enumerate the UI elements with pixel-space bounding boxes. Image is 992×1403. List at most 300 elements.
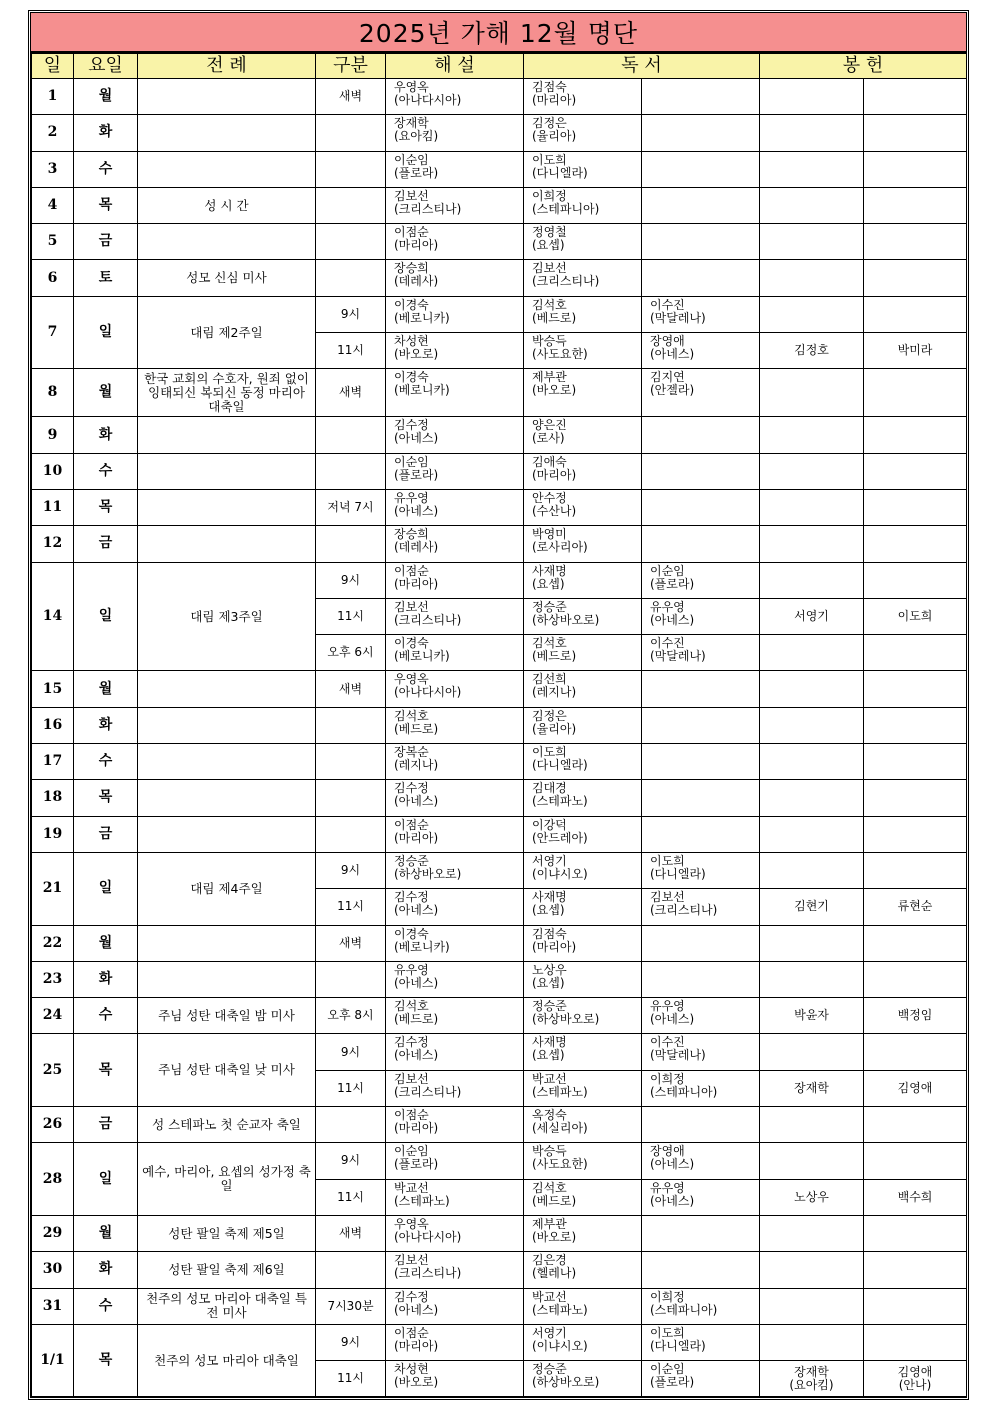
person-saint-name: (아네스) (394, 903, 439, 918)
liturgy-cell: 대림 제2주일 (138, 296, 316, 369)
offering-cell (760, 1252, 864, 1288)
person-saint-name: (아나다시아) (394, 93, 462, 107)
person-saint-name: (마리아) (394, 576, 439, 591)
person-name: 김점숙 (532, 80, 567, 94)
liturgy-cell (138, 489, 316, 525)
reader-cell (642, 417, 760, 453)
person-saint-name: (다니엘라) (532, 758, 588, 773)
offering-cell (864, 151, 967, 187)
person-saint-name: (베로니카) (394, 310, 450, 325)
table-row (32, 1252, 967, 1288)
reader-cell (642, 1143, 760, 1179)
table-row (32, 961, 967, 997)
offering-cell (864, 369, 967, 417)
person-name: 사재명 (532, 563, 567, 578)
person-saint-name: (아네스) (394, 503, 439, 518)
offering-cell (864, 925, 967, 961)
offering-cell: 이도희 (864, 598, 967, 634)
person-saint-name: (안젤라) (650, 383, 695, 398)
mass-time-cell (316, 187, 386, 223)
offering-cell (760, 1288, 864, 1324)
person-saint-name: (스테파노) (532, 1302, 588, 1317)
mass-time-cell: 11시 (316, 889, 386, 925)
reader-cell (642, 224, 760, 260)
offering-cell (760, 744, 864, 780)
mass-time-cell (316, 961, 386, 997)
page-title: 2025년 가해 12월 명단 (31, 13, 966, 53)
table-row (32, 79, 967, 115)
person-saint-name: (크리스티나) (650, 903, 718, 918)
person-saint-name: (막달레나) (650, 649, 706, 664)
offering-cell: 장재학 (760, 1070, 864, 1106)
commentator-cell (386, 635, 524, 671)
person-name: 이도희 (650, 853, 685, 868)
offering-cell (864, 417, 967, 453)
commentator-cell (386, 187, 524, 223)
liturgy-cell: 성탄 팔일 축제 제6일 (138, 1252, 316, 1288)
person-saint-name: (하상바오로) (532, 1375, 600, 1390)
mass-time-cell: 새벽 (316, 1215, 386, 1251)
weekday-cell: 월 (74, 671, 138, 707)
person-saint-name: (이냐시오) (532, 866, 588, 881)
weekday-cell: 일 (74, 1143, 138, 1216)
offering-cell (864, 1324, 967, 1360)
offering-cell: 서영기 (760, 598, 864, 634)
liturgy-cell: 성 스테파노 첫 순교자 축일 (138, 1107, 316, 1143)
offering-cell (864, 115, 967, 151)
day-cell: 1 (32, 79, 74, 115)
offering-cell: 백정임 (864, 998, 967, 1034)
person-saint-name: (스테파노) (394, 1193, 450, 1208)
person-name: 이순임 (650, 1362, 685, 1377)
person-name: 김석호 (532, 297, 567, 312)
table-row (32, 1215, 967, 1251)
person-name: 옥정숙 (532, 1108, 567, 1123)
liturgy-cell (138, 151, 316, 187)
table-row (32, 852, 967, 888)
schedule-sheet (28, 10, 969, 1400)
person-name: 김수정 (394, 1035, 429, 1050)
table-row (32, 151, 967, 187)
person-saint-name: (플로라) (394, 467, 439, 482)
mass-time-cell: 11시 (316, 333, 386, 369)
offering-cell: 김영애 (864, 1070, 967, 1106)
person-name: 박승득 (532, 334, 567, 349)
reader-cell (642, 1215, 760, 1251)
mass-time-cell (316, 260, 386, 296)
person-saint-name: (스테파노) (532, 1084, 588, 1099)
person-saint-name: (데레사) (394, 540, 439, 555)
person-saint-name: (요셉) (532, 238, 565, 253)
commentator-cell (386, 260, 524, 296)
person-saint-name: (마리아) (532, 939, 577, 954)
reader-cell (524, 598, 642, 634)
offering-cell (760, 79, 864, 115)
offering-cell: 김정호 (760, 333, 864, 369)
header-day: 일 (32, 54, 74, 79)
weekday-cell: 화 (74, 707, 138, 743)
reader-cell (642, 671, 760, 707)
person-name: 이희정 (650, 1071, 685, 1086)
person-saint-name: (데레사) (394, 274, 439, 289)
reader-cell (642, 1034, 760, 1070)
header-offering: 봉 헌 (760, 54, 967, 79)
liturgy-cell: 성 시 간 (138, 187, 316, 223)
offering-cell (864, 816, 967, 852)
person-name: 김수정 (394, 890, 429, 905)
reader-cell (524, 1361, 642, 1397)
person-saint-name: (다니엘라) (650, 1338, 706, 1353)
person-name: 장승희 (394, 261, 429, 276)
reader-cell (642, 1361, 760, 1397)
liturgy-cell (138, 453, 316, 489)
liturgy-cell: 성모 신심 미사 (138, 260, 316, 296)
table-row (32, 1288, 967, 1324)
person-name: 유우영 (650, 999, 685, 1014)
offering-cell: 류현순 (864, 889, 967, 925)
weekday-cell: 수 (74, 453, 138, 489)
person-saint-name: (헬레나) (532, 1266, 577, 1281)
reader-cell (524, 1324, 642, 1360)
person-saint-name: (플로라) (650, 1375, 695, 1390)
reader-cell (524, 1143, 642, 1179)
person-name: 이수진 (650, 636, 685, 651)
commentator-cell (386, 925, 524, 961)
reader-cell (642, 889, 760, 925)
reader-cell (642, 151, 760, 187)
table-row (32, 1143, 967, 1179)
reader-cell (524, 115, 642, 151)
person-saint-name: (하상바오로) (394, 866, 462, 881)
reader-cell (642, 1107, 760, 1143)
offering-cell (760, 961, 864, 997)
person-saint-name: (하상바오로) (532, 612, 600, 627)
commentator-cell (386, 1288, 524, 1324)
table-row (32, 744, 967, 780)
table-row (32, 780, 967, 816)
person-name: 김선희 (532, 672, 567, 687)
header-row (32, 54, 967, 79)
reader-cell (642, 925, 760, 961)
person-name: 김보선 (394, 1253, 429, 1268)
person-name: 서영기 (532, 853, 567, 868)
person-name: 이점순 (394, 817, 429, 832)
reader-cell (524, 1179, 642, 1215)
person-saint-name: (사도요한) (532, 1157, 588, 1172)
table-row (32, 998, 967, 1034)
liturgy-cell (138, 224, 316, 260)
person-name: 김석호 (394, 999, 429, 1014)
person-saint-name: (하상바오로) (532, 1012, 600, 1027)
offering-cell (864, 1107, 967, 1143)
offering-cell (760, 151, 864, 187)
liturgy-cell: 예수, 마리아, 요셉의 성가정 축일 (138, 1143, 316, 1216)
day-cell: 2 (32, 115, 74, 151)
offering-cell (760, 453, 864, 489)
person-name: 김수정 (394, 781, 429, 796)
offering-cell (760, 526, 864, 562)
reader-cell (642, 333, 760, 369)
offering-cell (864, 635, 967, 671)
person-saint-name: (마리아) (394, 1338, 439, 1353)
person-name: 김지연 (650, 370, 685, 385)
person-name: 노상우 (532, 962, 567, 977)
person-saint-name: (아네스) (394, 1048, 439, 1063)
offering-cell (760, 707, 864, 743)
table-row (32, 489, 967, 525)
commentator-cell (386, 889, 524, 925)
liturgy-cell (138, 115, 316, 151)
day-cell: 14 (32, 562, 74, 671)
reader-cell (524, 744, 642, 780)
mass-time-cell: 저녁 7시 (316, 489, 386, 525)
mass-time-cell: 새벽 (316, 79, 386, 115)
person-saint-name: (크리스티나) (394, 1266, 462, 1281)
table-row (32, 187, 967, 223)
mass-time-cell: 9시 (316, 1324, 386, 1360)
person-name: 이희정 (650, 1289, 685, 1304)
reader-cell (524, 961, 642, 997)
day-cell: 19 (32, 816, 74, 852)
person-name: 김보선 (394, 1071, 429, 1086)
person-saint-name: (바오로) (394, 347, 439, 362)
person-saint-name: (아네스) (394, 1302, 439, 1317)
reader-cell (642, 816, 760, 852)
person-name: 김보선 (650, 890, 685, 905)
person-saint-name: (바오로) (394, 1375, 439, 1390)
reader-cell (642, 998, 760, 1034)
person-saint-name: (플로라) (650, 576, 695, 591)
day-cell: 6 (32, 260, 74, 296)
person-name: 박교선 (532, 1071, 567, 1086)
table-row (32, 453, 967, 489)
weekday-cell: 월 (74, 79, 138, 115)
person-name: 정승준 (532, 1362, 567, 1377)
reader-cell (524, 1288, 642, 1324)
reader-cell (524, 296, 642, 332)
offering-cell (760, 671, 864, 707)
day-cell: 15 (32, 671, 74, 707)
person-name: 차성현 (394, 1362, 429, 1377)
commentator-cell (386, 671, 524, 707)
person-saint-name: (율리아) (532, 721, 577, 736)
offering-cell (760, 852, 864, 888)
person-name: 정승준 (532, 599, 567, 614)
offering-cell (760, 115, 864, 151)
person-name: 김석호 (532, 1180, 567, 1195)
liturgy-cell: 한국 교회의 수호자, 원죄 없이 잉태되신 복되신 동정 마리아 대축일 (138, 369, 316, 417)
reader-cell (642, 598, 760, 634)
reader-cell (642, 369, 760, 417)
person-saint-name: (막달레나) (650, 310, 706, 325)
person-name: 김수정 (394, 1289, 429, 1304)
reader-cell (524, 369, 642, 417)
offering-cell (864, 1288, 967, 1324)
commentator-cell (386, 1179, 524, 1215)
reader-cell (642, 296, 760, 332)
commentator-cell (386, 780, 524, 816)
offering-cell (864, 744, 967, 780)
mass-time-cell (316, 744, 386, 780)
offering-cell (760, 780, 864, 816)
liturgy-cell: 주님 성탄 대축일 낮 미사 (138, 1034, 316, 1107)
reader-cell (524, 707, 642, 743)
table-row (32, 925, 967, 961)
person-name: 서영기 (532, 1325, 567, 1340)
table-row (32, 296, 967, 332)
mass-time-cell: 오후 6시 (316, 635, 386, 671)
offering-cell (760, 369, 864, 417)
reader-cell (524, 260, 642, 296)
person-name: 김정은 (532, 708, 567, 723)
person-saint-name: (다니엘라) (650, 866, 706, 881)
person-name: 김은경 (532, 1253, 567, 1268)
person-name: 유우영 (650, 1180, 685, 1195)
person-saint-name: (레지나) (532, 685, 577, 700)
person-saint-name: (로사리아) (532, 540, 588, 555)
mass-time-cell: 11시 (316, 1179, 386, 1215)
reader-cell (642, 562, 760, 598)
table-row (32, 526, 967, 562)
mass-time-cell (316, 1252, 386, 1288)
table-row (32, 707, 967, 743)
offering-cell (864, 852, 967, 888)
offering-cell (760, 417, 864, 453)
person-name: 이경숙 (394, 297, 429, 312)
weekday-cell: 수 (74, 744, 138, 780)
mass-time-cell (316, 526, 386, 562)
person-saint-name: (베드로) (532, 649, 577, 664)
liturgy-cell (138, 780, 316, 816)
person-name: 우영옥 (394, 672, 429, 687)
weekday-cell: 일 (74, 852, 138, 925)
reader-cell (524, 151, 642, 187)
person-name: 장영애 (650, 1144, 685, 1159)
roster-body (32, 79, 967, 1397)
person-saint-name: (레지나) (394, 758, 439, 773)
weekday-cell: 금 (74, 816, 138, 852)
person-name: 사재명 (532, 890, 567, 905)
reader-cell (524, 925, 642, 961)
mass-time-cell (316, 707, 386, 743)
offering-cell (760, 925, 864, 961)
person-saint-name: (스테파노) (532, 794, 588, 809)
person-name: 장복순 (394, 745, 429, 760)
offering-cell (864, 562, 967, 598)
person-name: 유우영 (394, 962, 429, 977)
table-row (32, 115, 967, 151)
person-name: 이점순 (394, 1325, 429, 1340)
reader-cell (642, 1179, 760, 1215)
person-name: 안수정 (532, 490, 567, 505)
person-name: 유우영 (394, 490, 429, 505)
weekday-cell: 화 (74, 961, 138, 997)
offering-cell (864, 526, 967, 562)
header-commentary: 해 설 (386, 54, 524, 79)
day-cell: 5 (32, 224, 74, 260)
person-name: 이강덕 (532, 817, 567, 832)
weekday-cell: 수 (74, 998, 138, 1034)
offering-cell: 박윤자 (760, 998, 864, 1034)
reader-cell (524, 635, 642, 671)
commentator-cell (386, 224, 524, 260)
reader-cell (642, 744, 760, 780)
reader-cell (642, 852, 760, 888)
reader-cell (524, 671, 642, 707)
person-saint-name: (세실리아) (532, 1121, 588, 1136)
reader-cell (524, 562, 642, 598)
day-cell: 29 (32, 1215, 74, 1251)
person-name: 사재명 (532, 1035, 567, 1050)
reader-cell (642, 961, 760, 997)
header-reading: 독 서 (524, 54, 760, 79)
offering-cell (760, 296, 864, 332)
person-name: 이경숙 (394, 370, 429, 385)
person-saint-name: (베로니카) (394, 383, 450, 398)
reader-cell (524, 1070, 642, 1106)
commentator-cell (386, 333, 524, 369)
person-saint-name: (크리스티나) (394, 201, 462, 216)
person-saint-name: (요셉) (532, 1048, 565, 1063)
person-saint-name: (아네스) (394, 431, 439, 446)
person-saint-name: (수산나) (532, 503, 577, 518)
person-name: 김수정 (394, 418, 429, 433)
commentator-cell (386, 707, 524, 743)
liturgy-cell (138, 417, 316, 453)
weekday-cell: 월 (74, 369, 138, 417)
person-name: 김석호 (394, 708, 429, 723)
person-name: 양은진 (532, 418, 567, 433)
weekday-cell: 토 (74, 260, 138, 296)
person-saint-name: (요셉) (532, 576, 565, 591)
commentator-cell (386, 1070, 524, 1106)
person-saint-name: (크리스티나) (394, 612, 462, 627)
person-name: 장재학 (394, 116, 429, 131)
reader-cell (642, 780, 760, 816)
person-saint-name: (안드레아) (532, 830, 588, 845)
mass-time-cell (316, 816, 386, 852)
mass-time-cell: 7시30분 (316, 1288, 386, 1324)
table-row (32, 671, 967, 707)
reader-cell (642, 1070, 760, 1106)
commentator-cell (386, 1143, 524, 1179)
person-name: 이수진 (650, 1035, 685, 1050)
person-name: 김석호 (532, 636, 567, 651)
day-cell: 26 (32, 1107, 74, 1143)
day-cell: 9 (32, 417, 74, 453)
person-name: 이점순 (394, 225, 429, 240)
offering-cell (760, 187, 864, 223)
mass-time-cell: 새벽 (316, 369, 386, 417)
person-name: 이점순 (394, 1108, 429, 1123)
commentator-cell (386, 744, 524, 780)
person-name: 박승득 (532, 1144, 567, 1159)
person-name: 우영옥 (394, 80, 429, 94)
reader-cell (524, 889, 642, 925)
liturgy-cell: 천주의 성모 마리아 대축일 특전 미사 (138, 1288, 316, 1324)
header-division: 구분 (316, 54, 386, 79)
person-saint-name: (바오로) (532, 1229, 577, 1244)
reader-cell (524, 224, 642, 260)
person-name: 제부관 (532, 1216, 567, 1231)
person-saint-name: (아네스) (394, 975, 439, 990)
person-name: 정영철 (532, 225, 567, 240)
mass-time-cell: 9시 (316, 296, 386, 332)
mass-time-cell: 11시 (316, 1070, 386, 1106)
commentator-cell (386, 816, 524, 852)
person-name: 정승준 (394, 853, 429, 868)
reader-cell (642, 1288, 760, 1324)
